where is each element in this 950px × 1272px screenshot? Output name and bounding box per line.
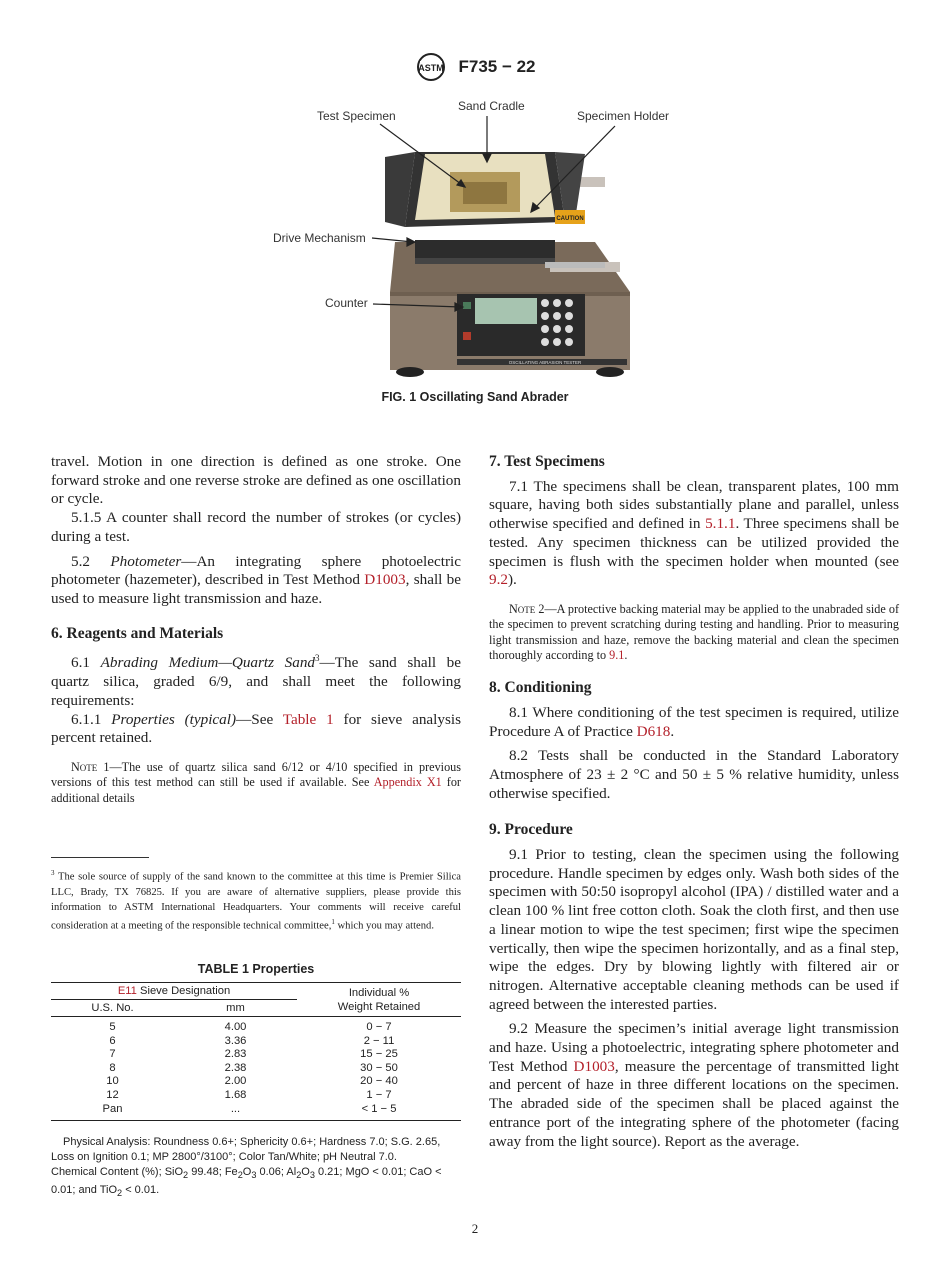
paragraph-9-1: 9.1 Prior to testing, clean the specimen using the following procedure. Handle specimen by edges only. Wash both sides of the specimen with 50:50 isopropyl alcohol (IPA) / distilled water and a clean 100 % lint free cotton cloth. Soak the cloth first, and then use a linear motion to wipe the test specimen; first wipe the specimen vertically, then wipe the specimen horizontally, and as a final step, wipe the edges. Dry by blowing lightly with filtered air or nitrogen. Alternative acceptable cleaning methods can be used if agreed between the interested parties. (489, 846, 899, 1013)
oscillating-sand-abrader-figure (265, 92, 685, 382)
weight-retained-cell: 2 − 11 (363, 1034, 395, 1047)
link-d618[interactable]: D618 (636, 722, 671, 740)
properties-table (51, 982, 461, 1121)
table-row (51, 1075, 461, 1089)
paragraph-7-1: 7.1 The specimens shall be clean, transparent plates, 100 mm square, having both sides substantially plane and parallel, unless otherwise specified and defined in 5.1.1. Three specimens shall be tested. Any specimen thickness can be utilized provided the specimen is flush with the specimen holder when mounted (see 9.2). (489, 477, 899, 589)
page-header (0, 52, 950, 82)
link-9-2[interactable]: 9.2 (489, 571, 508, 589)
us-no-header: U.S. No. (91, 1002, 134, 1014)
label-specimen-holder: Specimen Holder (577, 109, 670, 123)
link-appendix-x1[interactable]: Appendix X1 (373, 775, 442, 790)
footnote-divider (51, 857, 149, 858)
mm-header: mm (226, 1002, 245, 1014)
table-row (51, 1035, 461, 1049)
astm-logo-icon (414, 52, 448, 82)
note-2: Note 2—A protective backing material may be applied to the unabraded side of the specimen to prevent scratching during testing and handling. Prior to measuring light transmission and haze, remove the backing material and clean the specimen thoroughly according to 9.1. (489, 601, 899, 662)
section-7-heading: 7. Test Specimens (489, 453, 605, 470)
right-column (489, 453, 899, 1151)
paragraph-5-1-5: 5.1.5 A counter shall record the number of strokes (or cycles) during a test. (51, 509, 461, 545)
table-1-title: TABLE 1 Properties (197, 962, 315, 976)
left-column (51, 453, 461, 806)
table-row (51, 1089, 461, 1103)
standard-designation: F735 − 22 (458, 57, 536, 76)
table-row (51, 1062, 461, 1076)
caution-label: CAUTION (556, 216, 584, 222)
us-no-cell: 8 (109, 1061, 116, 1074)
paragraph-5-1-4-continued: travel. Motion in one direction is defined as one stroke. One forward stroke and one reverse stroke are defined as one oscillation or cycle. (51, 453, 461, 508)
label-test-specimen: Test Specimen (317, 109, 396, 123)
mm-cell: ... (230, 1102, 241, 1115)
weight-retained-cell: 0 − 7 (366, 1021, 392, 1033)
link-5-1-1[interactable]: 5.1.1 (705, 515, 736, 533)
weight-retained-cell: 15 − 25 (360, 1048, 398, 1061)
us-no-cell: Pan (102, 1102, 123, 1115)
link-d1003[interactable]: D1003 (364, 571, 406, 589)
paragraph-8-2: 8.2 Tests shall be conducted in the Standard Laboratory Atmosphere of 23 ± 2 °C and 50 ± 5 % relative humidity, unless otherwise specified. (489, 747, 899, 802)
section-9-heading: 9. Procedure (489, 821, 573, 839)
link-e11[interactable]: E11 (117, 985, 137, 997)
us-no-cell: 12 (106, 1088, 119, 1101)
table-row (51, 1048, 461, 1062)
us-no-cell: 7 (109, 1048, 116, 1061)
page-number: 2 (471, 1221, 479, 1236)
svg-text:ASTM: ASTM (418, 63, 445, 73)
mm-cell: 2.38 (224, 1061, 247, 1074)
us-no-cell: 6 (109, 1034, 116, 1047)
link-9-1[interactable]: 9.1 (609, 647, 625, 662)
label-counter: Counter (325, 296, 368, 310)
section-6-heading: 6. Reagents and Materials (51, 624, 224, 642)
table-note: Physical Analysis: Roundness 0.6+; Sphericity 0.6+; Hardness 7.0; S.G. 2.65, Loss on Ignition 0.1; MP 2800°/3100°; Color Tan/White; pH Neutral 7.0. Chemical Content (%); SiO$_2$ 99.48; $Fe_2O_3$ 0.06; $Al_2O_3$ 0.21; MgO < 0.01; CaO < 0.01; and TiO$_2$ < 0.01. (51, 1136, 442, 1199)
weight-retained-cell: 30 − 50 (360, 1061, 398, 1074)
weight-retained-header: Individual % Weight Retained (337, 986, 421, 1013)
sieve-designation-header: E11 Sieve Designation (51, 983, 297, 1000)
label-drive-mechanism: Drive Mechanism (273, 231, 366, 245)
table-row (51, 1017, 461, 1035)
table-row (51, 1103, 461, 1121)
paragraph-5-2: 5.2 Photometer—An integrating sphere photoelectric photometer (hazemeter), described in Test Method D1003, shall be used to measure light transmission and haze. (51, 552, 461, 607)
section-8-heading: 8. Conditioning (489, 679, 592, 697)
label-sand-cradle: Sand Cradle (458, 99, 525, 113)
footnote-3: $^3$ The sole source of supply of the sand known to the committee at this time is Premier Silica LLC, Brady, TX 76825. If you are aware of alternative suppliers, please provide this information to ASTM International Headquarters. Your comments will receive careful consideration at a meeting of the responsible technical committee,$^1$ which you may attend. (51, 869, 461, 932)
paragraph-8-1: 8.1 Where conditioning of the test specimen is required, utilize Procedure A of Practice D618. (489, 703, 899, 740)
figure-caption: FIG. 1 Oscillating Sand Abrader (381, 390, 569, 404)
weight-retained-cell: 1 − 7 (366, 1088, 392, 1101)
mm-cell: 4.00 (224, 1021, 247, 1033)
weight-retained-cell: < 1 − 5 (361, 1102, 397, 1115)
machine-name-label: OSCILLATING ABRASION TESTER (508, 360, 582, 365)
note-1: Note 1—The use of quartz silica sand 6/12 or 4/10 specified in previous versions of this test method can still be used if available. See Appendix X1 for additional details (51, 759, 461, 805)
link-d1003-2[interactable]: D1003 (573, 1057, 615, 1075)
paragraph-6-1-1: 6.1.1 Properties (typical)—See Table 1 for sieve analysis percent retained. (51, 710, 462, 747)
paragraph-6-1: 6.1 Abrading Medium—Quartz Sand$^3$—The sand shall be quartz silica, graded 6/9, and shall meet the following requirements: (51, 653, 462, 709)
us-no-cell: 5 (109, 1021, 116, 1033)
mm-cell: 2.00 (224, 1075, 247, 1088)
mm-cell: 1.68 (224, 1088, 247, 1101)
mm-cell: 2.83 (224, 1048, 247, 1061)
mm-cell: 3.36 (224, 1034, 247, 1047)
weight-retained-cell: 20 − 40 (360, 1075, 398, 1088)
us-no-cell: 10 (106, 1075, 119, 1088)
paragraph-9-2: 9.2 Measure the specimen’s initial average light transmission and haze. Using a photoelectric, integrating sphere photometer and Test Method D1003, measure the percentage of transmitted light and percent of haze in three different locations on the specimen. The abraded side of the specimen shall be placed against the entrance port of the integrating sphere of the photometer (facing away from the light source). Report as the average. (489, 1020, 899, 1150)
link-table-1[interactable]: Table 1 (282, 710, 334, 728)
